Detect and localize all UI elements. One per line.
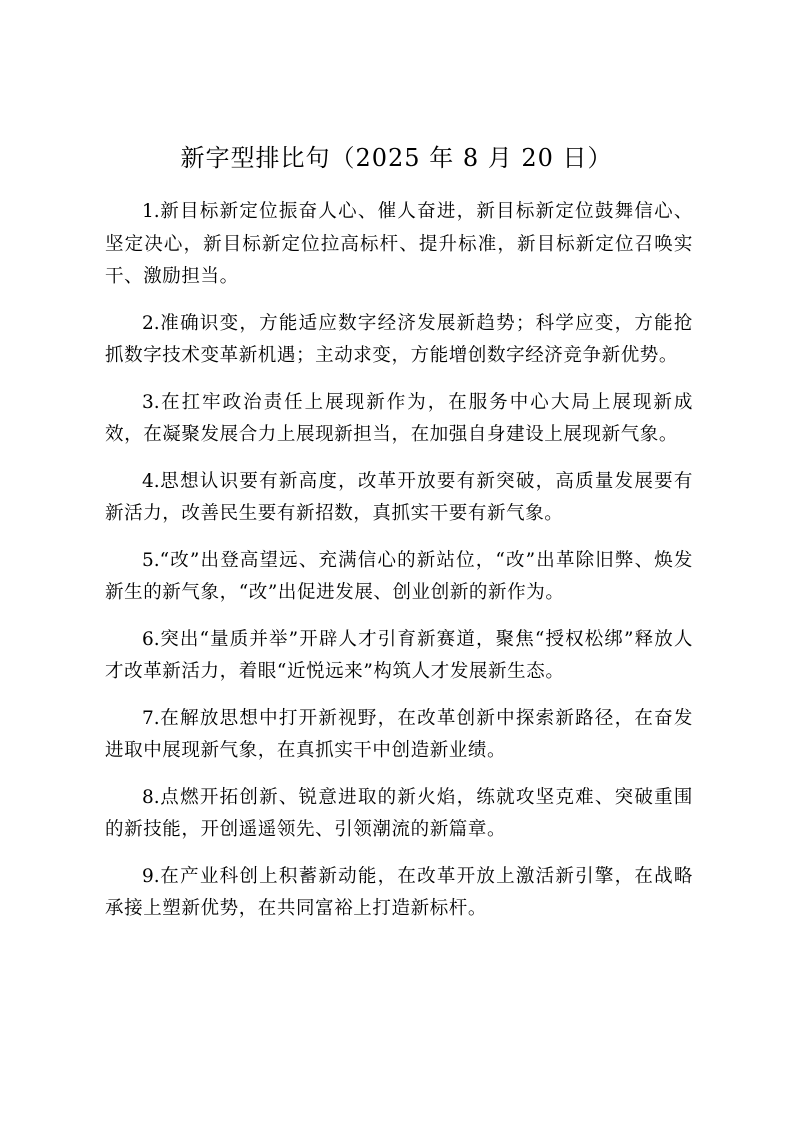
- item-number: 3.: [142, 391, 160, 413]
- item-text: 点燃开拓创新、锐意进取的新火焰，练就攻坚克难、突破重围的新技能，开创遥遥领先、引领潮流的新篇章。: [105, 786, 693, 840]
- list-item: [105, 196, 693, 294]
- list-item: [105, 861, 693, 926]
- list-item: [105, 624, 693, 689]
- item-number: 1.: [142, 201, 160, 222]
- list-item: [105, 703, 693, 768]
- item-text: 在解放思想中打开新视野，在改革创新中探索新路径，在奋发进取中展现新气象，在真抓实干中创造新业绩。: [105, 707, 693, 761]
- item-number: 8.: [142, 786, 160, 808]
- item-number: 9.: [142, 865, 160, 887]
- sentence-list: [105, 196, 693, 940]
- list-item: [105, 782, 693, 847]
- item-number: 2.: [142, 312, 160, 334]
- list-item: [105, 466, 693, 531]
- list-item: [105, 387, 693, 452]
- item-text: “改”出登高望远、充满信心的新站位，“改”出革除旧弊、焕发新生的新气象，“改”出促进发展、创业创新的新作为。: [105, 549, 693, 603]
- item-number: 5.: [142, 549, 160, 571]
- item-text: 思想认识要有新高度，改革开放要有新突破，高质量发展要有新活力，改善民生要有新招数，真抓实干要有新气象。: [105, 470, 693, 524]
- document-title: 新字型排比句（2025 年 8 月 20 日）: [180, 144, 613, 172]
- item-text: 突出“量质并举”开辟人才引育新赛道，聚焦“授权松绑”释放人才改革新活力，着眼“近悦远来”构筑人才发展新生态。: [105, 628, 693, 682]
- item-number: 4.: [142, 470, 160, 492]
- item-number: 7.: [142, 707, 160, 729]
- item-text: 在扛牢政治责任上展现新作为，在服务中心大局上展现新成效，在凝聚发展合力上展现新担当，在加强自身建设上展现新气象。: [105, 391, 693, 445]
- item-number: 6.: [142, 628, 160, 650]
- item-text: 在产业科创上积蓄新动能，在改革开放上激活新引擎，在战略承接上塑新优势，在共同富裕上打造新标杆。: [105, 865, 693, 919]
- item-text: 新目标新定位振奋人心、催人奋进，新目标新定位鼓舞信心、坚定决心，新目标新定位拉高标杆、提升标准，新目标新定位召唤实干、激励担当。: [105, 201, 693, 287]
- list-item: [105, 308, 693, 373]
- list-item: [105, 545, 693, 610]
- item-text: 准确识变，方能适应数字经济发展新趋势；科学应变，方能抢抓数字技术变革新机遇；主动求变，方能增创数字经济竞争新优势。: [105, 312, 693, 366]
